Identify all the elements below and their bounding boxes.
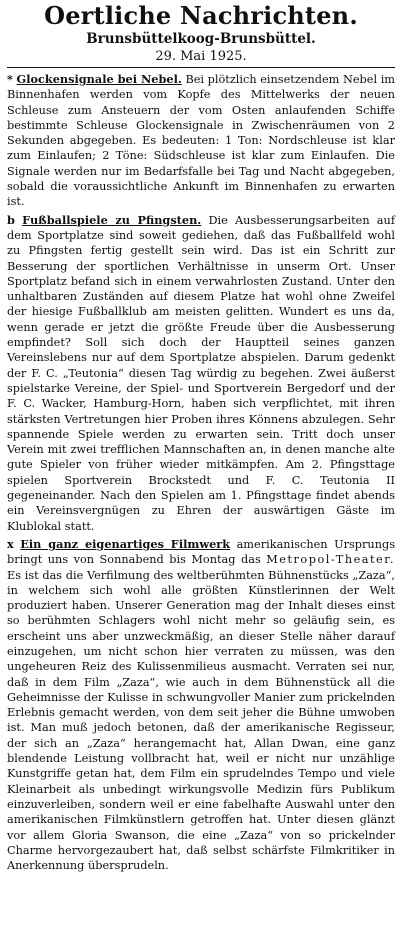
theater-name: Metropol-Theater. <box>266 553 395 567</box>
masthead <box>7 2 395 65</box>
section-title: Oertliche Nachrichten. <box>44 1 358 30</box>
article-glockensignale <box>7 72 395 210</box>
article-headline: Fußballspiele zu Pfingsten. <box>22 212 202 227</box>
article-marker: b <box>7 212 15 227</box>
article-filmwerk <box>7 537 395 874</box>
issue-date: 29. Mai 1925. <box>155 49 247 64</box>
article-headline: Glockensignale bei Nebel. <box>16 72 182 86</box>
article-marker: * <box>7 72 13 86</box>
article-fussballspiele <box>7 213 395 534</box>
article-marker: x <box>7 536 14 551</box>
dateline: Brunsbüttelkoog-Brunsbüttel. <box>86 31 316 47</box>
article-headline: Ein ganz eigenartiges Filmwerk <box>20 536 231 551</box>
article-body: Die Ausbesserungsarbeiten auf dem Sportplatze sind soweit gediehen, daß das Fußballfeld wohl zu Pfingsten fertig gestellt sein wird. Das ist ein Schritt zur Besserung der sportlichen Verhältnisse in unserm Ort. Unser Sportplatz befand sich in einem verwahrlosten Zustand. Unter den unhaltbaren Zuständen auf diesem Platze hat wohl ohne Zweifel der hiesige Fußballklub am meisten gelitten. Wundert es uns da, wenn gerade er jetzt die größte Freude über die Ausbesserung empfindet? Soll sich doch der Hauptteil seines ganzen Vereinslebens nur auf dem Sportplatze abspielen. Darum gedenkt der F. C. „Teutonia“ diesen Tag würdig zu begehen. Zwei äußerst spielstarke Vereine, der Spiel- und Sportverein Bergedorf und der F. C. Wacker, Hamburg-Horn, haben sich verpflichtet, mit ihren stärksten Vertretungen hier Proben ihres Könnens abzulegen. Sehr spannende Spiele werden zu erwarten sein. Tritt doch unser Verein mit zwei trefflichen Mannschaften an, in denen manche alte gute Spieler von früher wieder mitkämpfen. Am 2. Pfingsttage spielen Sportverein Brockstedt und F. C. Teutonia II gegeneinander. Nach den Spielen am 1. Pfingsttage findet abends ein Vereinsvergnügen zu Ehren der auswärtigen Gäste im Klublokal statt. <box>7 213 395 533</box>
divider-rule <box>7 67 395 68</box>
article-body: Es ist das die Verfilmung des weltberühmten Bühnenstücks „Zaza“, in welchem sich wohl alle größten Künstlerinnen der Welt produziert haben. Unserer Generation mag der Inhalt dieses einst so berühmten Schlagers wohl nicht mehr so geläufig sein, es erscheint uns aber unzweckmäßig, an dieser Stelle näher darauf einzugehen, um nicht schon hier verraten zu müssen, was den ungeheuren Reiz des Kulissenmilieus ausmacht. Verraten sei nur, daß in dem Film „Zaza“, wie auch in dem Bühnenstück all die Geheimnisse der Kulisse in schwungvoller Manier zum prickelnden Erlebnis gemacht werden, von dem seit jeher die Bühne umwoben ist. Man muß jedoch betonen, daß der amerikanische Regisseur, der sich an „Zaza“ herangemacht hat, Allan Dwan, eine ganz blendende Leistung vollbracht hat, weil er nicht nur unzählige Kunstgriffe getan hat, dem Film ein sprudelndes Tempo und viele Kleinarbeit als unbedingt wirkungsvolle Medizin fürs Publikum einzuverleiben, sondern weil er eine fabelhafte Auswahl unter den amerikanischen Filmkünstlern getroffen hat. Unter diesen glänzt vor allem Gloria Swanson, die eine „Zaza“ von so prickelnder Charme hervorgezaubert hat, daß selbst schärfste Filmkritiker in Anerkennung übersprudeln. <box>7 568 395 873</box>
article-body: Bei plötzlich einsetzendem Nebel im Binnenhafen werden vom Kopfe des Mittelwerks der neuen Schleuse zum Ansteuern der vom Osten anlaufenden Schiffe bestimmte Schleuse Glockensignale in Zwischenräumen von 2 Sekunden abgegeben. Es bedeuten: 1 Ton: Nordschleuse ist klar zum Einlaufen; 2 Töne: Südschleuse ist klar zum Einlaufen. Die Signale werden nur im Bedarfsfalle bei Tag und Nacht abgegeben, sobald die voraussichtliche Ankunft im Binnenhafen zu erwarten ist. <box>7 73 396 209</box>
article-body-intro: amerikanischen Ursprungs bringt uns von Sonnabend bis Montag das <box>7 537 395 567</box>
